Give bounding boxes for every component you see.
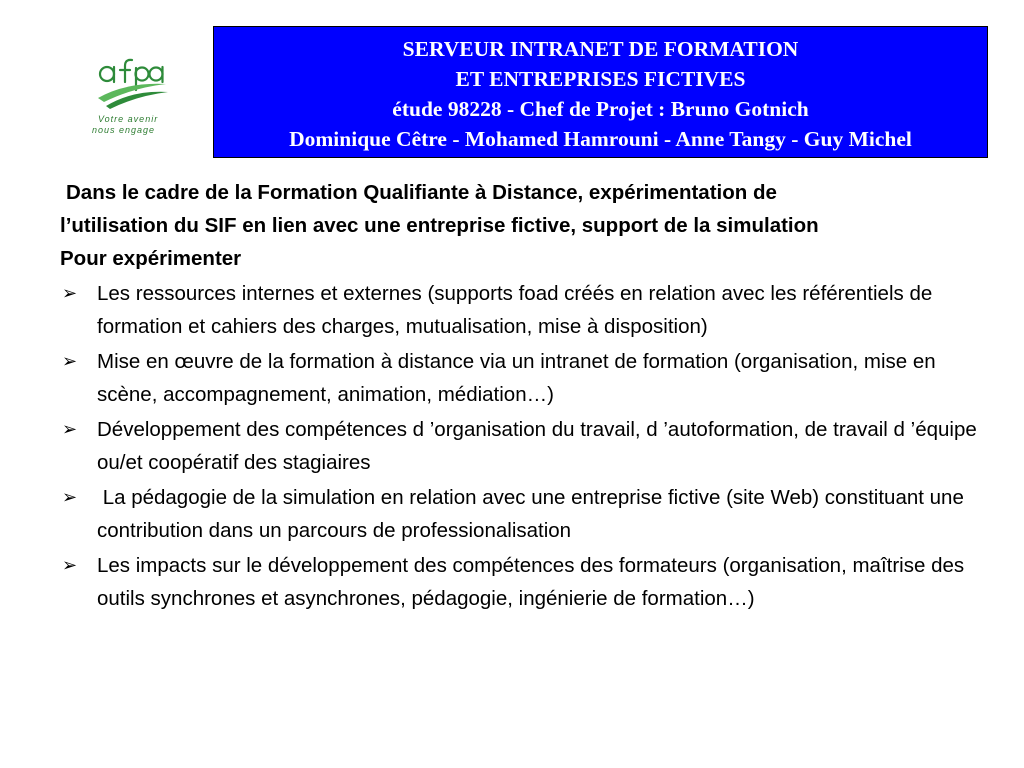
logo-tagline-line2: nous engage — [92, 125, 156, 135]
list-item — [60, 481, 980, 547]
header-title-box — [213, 26, 988, 158]
header-title-line2: ET ENTREPRISES FICTIVES — [455, 67, 746, 91]
logo-tagline-line1: Votre avenir — [98, 114, 159, 124]
afpa-logo-mark — [92, 52, 172, 112]
arrowhead-bullet-icon: ➢ — [62, 555, 78, 575]
list-item — [60, 345, 980, 411]
list-item — [60, 413, 980, 479]
list-item-text: Mise en œuvre de la formation à distance via un intranet de formation (organisation, mise en scène, accompagnement, animation, médiation…) — [97, 350, 936, 406]
list-item-text: Les impacts sur le développement des compétences des formateurs (organisation, maîtrise des outils synchrones et asynchrones, pédagogie, ingénierie de formation…) — [97, 554, 965, 610]
list-item-text: La pédagogie de la simulation en relation avec une entreprise fictive (site Web) constituant une contribution dans un parcours de professionalisation — [97, 486, 970, 542]
slide-body — [60, 176, 980, 615]
arrowhead-bullet-icon: ➢ — [62, 419, 78, 439]
list-item — [60, 277, 980, 343]
arrowhead-bullet-icon: ➢ — [62, 351, 78, 371]
header-authors-line: Dominique Cêtre - Mohamed Hamrouni - Anne Tangy - Guy Michel — [289, 127, 912, 151]
arrowhead-bullet-icon: ➢ — [62, 283, 78, 303]
arrowhead-bullet-icon: ➢ — [62, 487, 78, 507]
intro-line-2: l’utilisation du SIF en lien avec une entreprise fictive, support de la simulation — [60, 214, 819, 237]
subtitle: Pour expérimenter — [60, 247, 242, 270]
bullet-list — [60, 277, 980, 615]
afpa-logo — [92, 52, 172, 142]
intro-line-1: Dans le cadre de la Formation Qualifiante à Distance, expérimentation de — [66, 181, 777, 204]
list-item-text: Les ressources internes et externes (supports foad créés en relation avec les référentiels de formation et cahiers des charges, mutualisation, mise à disposition) — [97, 282, 933, 338]
header-study-line: étude 98228 - Chef de Projet : Bruno Gotnich — [392, 97, 809, 121]
list-item-text: Développement des compétences d ’organisation du travail, d ’autoformation, de travail d ’équipe ou/et coopératif des stagiaires — [97, 418, 977, 474]
list-item — [60, 549, 980, 615]
logo-tagline — [92, 114, 172, 136]
header-title-line1: SERVEUR INTRANET DE FORMATION — [402, 37, 799, 61]
